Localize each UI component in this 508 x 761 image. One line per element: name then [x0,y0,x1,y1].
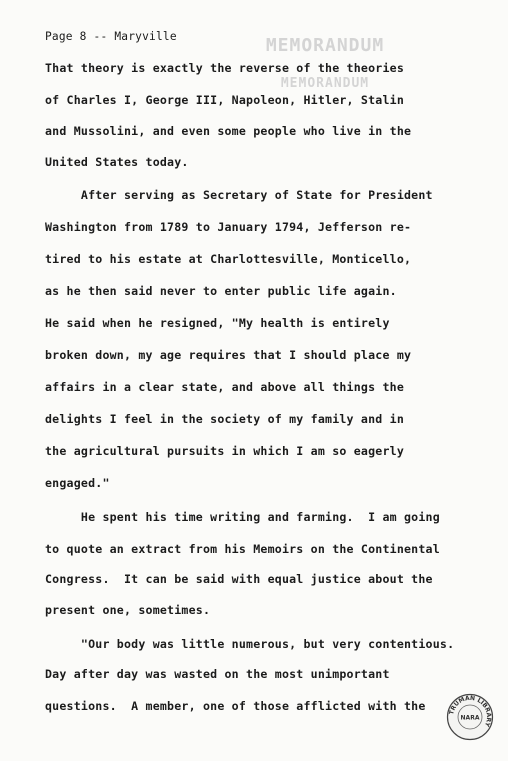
text-line: Congress. It can be said with equal justice about the [45,572,433,586]
text-line: present one, sometimes. [45,603,211,617]
text-line: delights I feel in the society of my family and in [45,412,405,426]
text-line: He spent his time writing and farming. I am going [45,510,440,524]
text-line: After serving as Secretary of State for President [45,188,433,202]
page-header: Page 8 -- Maryville [45,30,177,43]
text-line: and Mussolini, and even some people who live in the [45,124,412,138]
text-line: questions. A member, one of those afflicted with the [45,699,426,713]
watermark-line-2: MEMORANDUM [280,76,370,91]
text-line: as he then said never to enter public life again. [45,284,397,298]
text-line: of Charles I, George III, Napoleon, Hitler, Stalin [45,93,405,107]
text-line: tired to his estate at Charlottesville, Monticello, [45,252,412,266]
text-line: He said when he resigned, "My health is entirely [45,316,390,330]
text-line: United States today. [45,155,189,169]
stamp-ring-text: TRUMAN LIBRARY [448,694,493,728]
text-line: to quote an extract from his Memoirs on the Continental [45,542,440,556]
truman-library-stamp-icon [446,693,494,741]
text-line: affairs in a clear state, and above all things the [45,380,405,394]
watermark-line-1: MEMORANDUM [265,35,385,56]
text-line: Day after day was wasted on the most unimportant [45,667,390,681]
text-line: the agricultural pursuits in which I am so eagerly [45,444,405,458]
text-line: That theory is exactly the reverse of the theories [45,61,405,75]
text-line: engaged." [45,476,110,490]
text-line: broken down, my age requires that I should place my [45,348,412,362]
text-line: Washington from 1789 to January 1794, Jefferson re- [45,220,412,234]
text-line: "Our body was little numerous, but very contentious. [45,637,455,651]
stamp-center-text: NARA [460,714,480,722]
